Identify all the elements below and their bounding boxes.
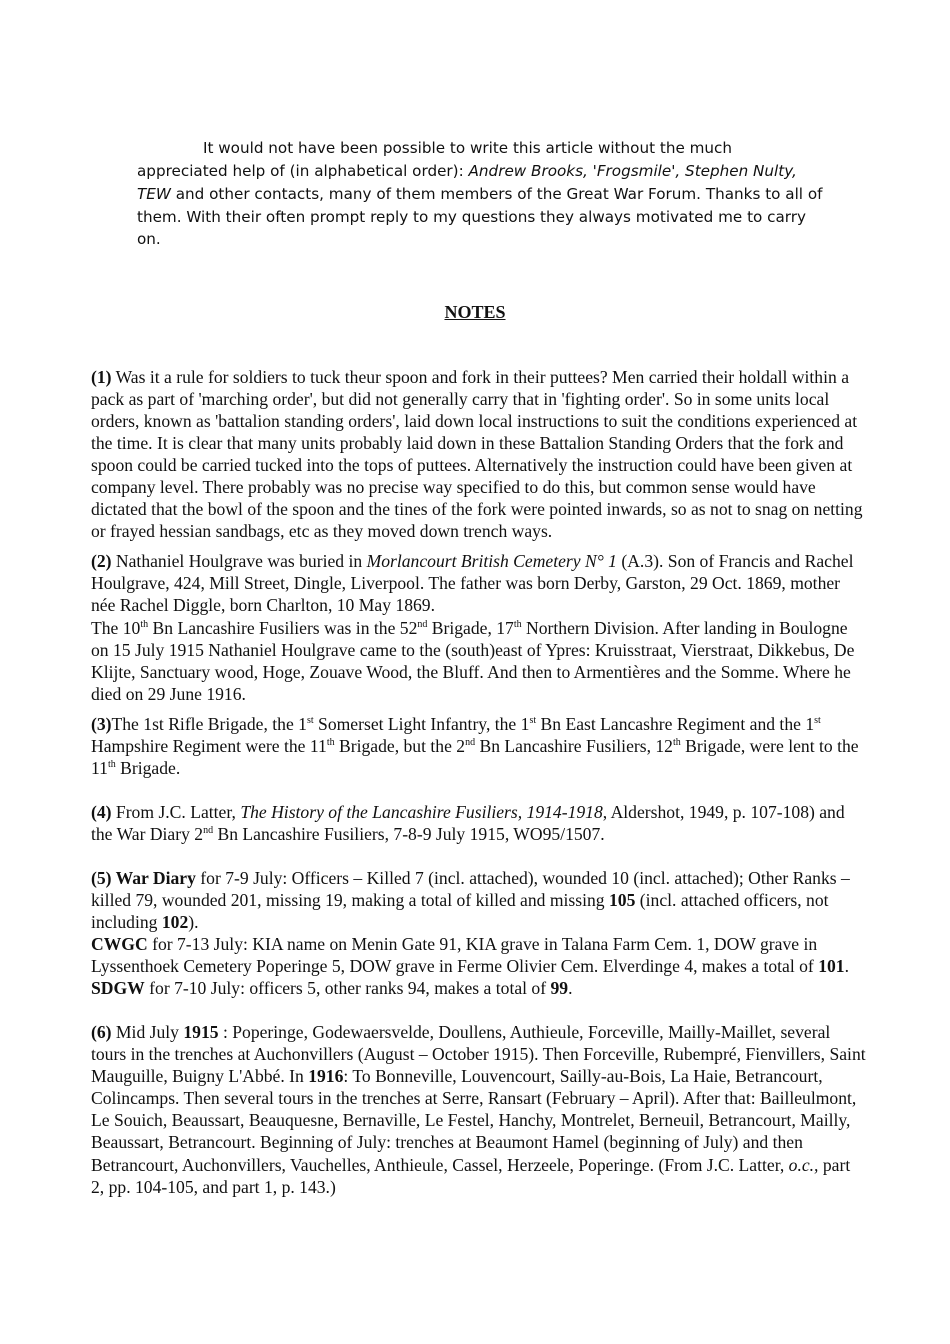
op-cit: o.c., (788, 1154, 819, 1175)
note-5 (91, 867, 866, 999)
note-text: Brigade, 17 (427, 617, 514, 638)
note-text: Bn Lancashire Fusiliers, 12 (475, 735, 673, 756)
acknowledgement-paragraph (137, 137, 827, 251)
note-6 (91, 1021, 866, 1197)
note-number: (4) (91, 801, 112, 822)
note-2 (91, 550, 866, 704)
cemetery-name: Morlancourt British Cemetery N° 1 (366, 551, 617, 572)
ordinal-suffix: st (814, 714, 821, 726)
note-text: The 1st Rifle Brigade, the 1 (111, 713, 307, 734)
note-text: Bn Lancashire Fusiliers was in the 52 (148, 617, 418, 638)
note-text: . (844, 956, 849, 977)
year-value: 1915 (183, 1022, 219, 1043)
ack-names: Andrew Brooks, 'Frogsmile', Stephen Nulty, TEW (137, 161, 797, 203)
ack-text-1: It would not have been possible to write this article without the much appreciated help of (in alphabetical order): (137, 139, 733, 180)
book-title: The History of the Lancashire Fusiliers, 1914-1918 (240, 801, 603, 822)
ack-text-2: and other contacts, many of them members of the Great War Forum. Thanks to all of them. With their often prompt reply to my questions they always motivated me to carry on. (137, 184, 823, 249)
ordinal-suffix: th (326, 736, 335, 748)
note-text: Brigade. (115, 757, 181, 778)
note-4 (91, 801, 866, 845)
note-text: Brigade, were lent to the 11 (91, 735, 859, 778)
note-number: (2) (91, 551, 112, 572)
note-text: Bn East Lancashre Regiment and the 1 (536, 713, 815, 734)
ordinal-suffix: th (107, 758, 116, 770)
cwgc-label: CWGC (91, 934, 148, 955)
note-number: (5) (91, 867, 112, 888)
note-text: part 2, pp. 104-105, and part 1, p. 143.) (91, 1154, 851, 1197)
year-value: 1916 (308, 1066, 344, 1087)
ordinal-suffix: nd (417, 618, 428, 630)
note-number: (3) (91, 713, 112, 734)
total-value: 102 (161, 912, 189, 933)
note-3 (91, 713, 866, 779)
total-value: 105 (609, 889, 636, 910)
note-text: Hampshire Regiment were the 11 (91, 735, 327, 756)
notes-heading: NOTES (444, 302, 506, 322)
note-text: , Aldershot, 1949, p. 107-108) and the War Diary 2 (91, 801, 845, 844)
note-text: From J.C. Latter, (111, 801, 241, 822)
ordinal-suffix: nd (203, 824, 214, 836)
note-text: (incl. attached officers, not including (91, 889, 829, 933)
note-number: (6) (91, 1022, 112, 1043)
note-text: for 7-10 July: officers 5, other ranks 94, makes a total of (144, 978, 551, 999)
note-text: The 10 (91, 617, 141, 638)
ordinal-suffix: th (140, 618, 149, 630)
sdgw-label: SDGW (91, 978, 145, 999)
note-text: Brigade, but the 2 (334, 735, 466, 756)
note-text: . (568, 978, 573, 999)
note-text: for 7-9 July: Officers – Killed 7 (incl. attached), wounded 10 (incl. attached); Other Ranks – killed 79, wounded 201, missing 19, making a total of killed and missing (91, 867, 850, 910)
total-value: 101 (818, 956, 845, 977)
note-number: (1) (91, 367, 112, 387)
note-text: (A.3). Son of Francis and Rachel Houlgrave, 424, Mill Street, Dingle, Liverpool. The father was born Derby, Garston, 29 Oct. 1869, mother née Rachel Diggle, born Charlton, 10 May 1869. (91, 551, 854, 616)
note-text: Was it a rule for soldiers to tuck theur spoon and fork in their puttees? Men carried their holdall within a pack as part of 'marching order', but did not generally carry that in 'fighting order'. So in some units local orders, known as 'battalion standing orders', laid down local instructions to suit the conditions experienced at the time. It is clear that many units probably laid down in these Battalion Standing Orders that the fork and spoon could be carried tucked into the tops of puttees. Alternatively the instruction could have been given at company level. There probably was no precise way specified to do this, but common sense would have dictated that the bowl of the spoon and the tines of the fork were pointed inwards, so as not to snag on netting or frayed hessian sandbags, etc as they moved down trench ways. (91, 367, 863, 542)
note-text: for 7-13 July: KIA name on Menin Gate 91, KIA grave in Talana Farm Cem. 1, DOW grave in Lyssenthoek Cemetery Poperinge 5, DOW grave in Ferme Olivier Cem. Elverdinge 4, makes a total of (91, 934, 819, 977)
ordinal-suffix: th (513, 618, 522, 630)
note-text: ). (188, 912, 199, 933)
notes-section (91, 366, 866, 1198)
ordinal-suffix: st (306, 714, 314, 726)
note-text: : To Bonneville, Louvencourt, Sailly-au-Bois, La Haie, Betrancourt, Colincamps. Then several tours in the trenches at Serre, Ransart (February – April). After that: Bailleulmont, Le Souich, Beaussart, Beauquesne, Bernaville, Le Festel, Hanchy, Montrelet, Berneuil, Betrancourt, Mailly, Beaussart, Betrancourt. Beginning of July: trenches at Beaumont Hamel (beginning of July) and then Betrancourt, Auchonvillers, Vauchelles, Anthieule, Cassel, Herzeele, Poperinge. (From J.C. Latter, (91, 1066, 857, 1175)
note-text: Bn Lancashire Fusiliers, 7-8-9 July 1915, WO95/1507. (213, 823, 605, 844)
ordinal-suffix: st (529, 714, 537, 726)
total-value: 99 (550, 978, 569, 999)
note-text: Northern Division. After landing in Boulogne on 15 July 1915 Nathaniel Houlgrave came to the (south)east of Ypres: Kruisstraat, Vierstraat, Dikkebus, De Klijte, Sanctuary wood, Hoge, Zouave Wood, the Bluff. And then to Armentières and the Somme. Where he died on 29 June 1916. (91, 617, 855, 704)
note-1 (91, 366, 866, 542)
war-diary-label: War Diary (111, 867, 196, 888)
ordinal-suffix: nd (465, 736, 476, 748)
note-text: Nathaniel Houlgrave was buried in (111, 551, 367, 572)
ordinal-suffix: th (672, 736, 681, 748)
note-text: Somerset Light Infantry, the 1 (313, 713, 530, 734)
note-text: : Poperinge, Godewaersvelde, Doullens, Authieule, Forceville, Mailly-Maillet, several tours in the trenches at Auchonvillers (August – October 1915). Then Forceville, Rubempré, Fienvillers, Saint Mauguille, Buigny L'Abbé. In (91, 1022, 866, 1087)
note-text: Mid July (111, 1022, 184, 1043)
